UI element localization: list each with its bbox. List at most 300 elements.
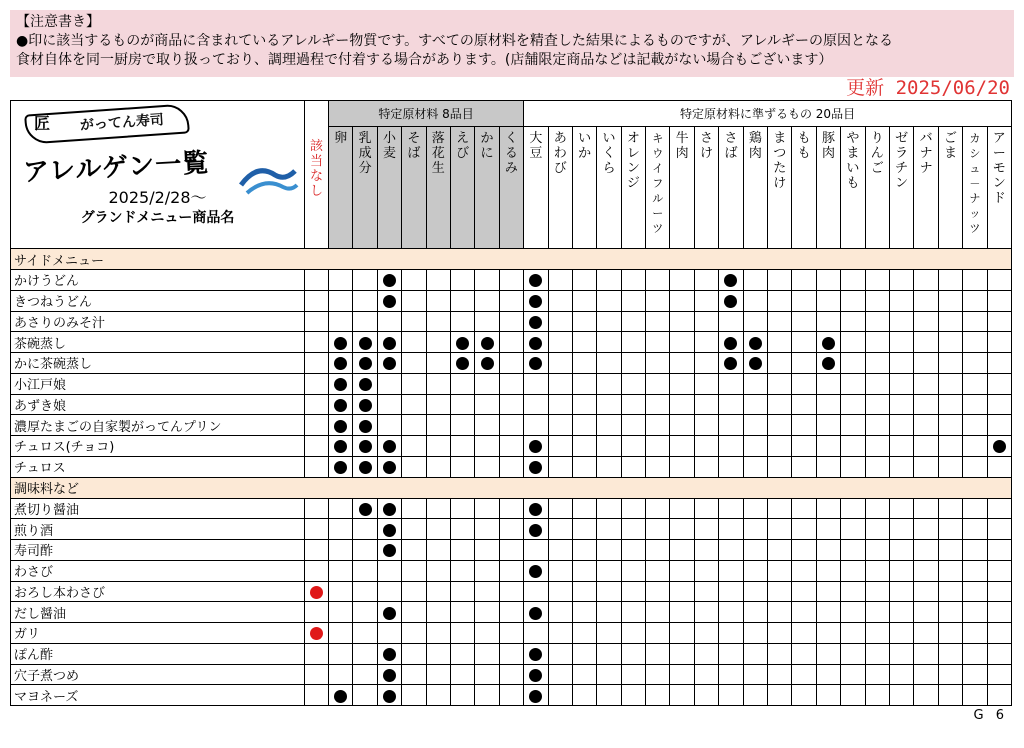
allergen-cell <box>792 540 816 561</box>
allergen-cell <box>865 664 889 685</box>
allergen-cell <box>548 290 572 311</box>
allergen-cell <box>475 332 499 353</box>
allergen-cell <box>377 560 401 581</box>
allergen-cell <box>670 373 694 394</box>
allergen-cell <box>450 353 474 374</box>
allergen-cell <box>499 602 523 623</box>
allergen-cell <box>402 685 426 706</box>
allergen-cell <box>719 332 743 353</box>
allergen-dot <box>529 565 542 578</box>
allergen-cell <box>987 664 1011 685</box>
allergen-cell <box>889 519 913 540</box>
allergen-cell <box>548 353 572 374</box>
allergen-cell <box>963 685 987 706</box>
allergen-cell <box>865 685 889 706</box>
allergen-cell <box>914 602 938 623</box>
allergen-cell <box>963 270 987 291</box>
allergen-cell <box>450 623 474 644</box>
allergen-cell <box>987 311 1011 332</box>
allergen-cell <box>548 623 572 644</box>
allergen-cell <box>841 519 865 540</box>
allergen-cell <box>743 643 767 664</box>
allergen-cell <box>963 498 987 519</box>
allergen-dot <box>383 669 396 682</box>
allergen-dot <box>529 690 542 703</box>
allergen-dot <box>383 544 396 557</box>
allergen-cell <box>597 643 621 664</box>
item-name: 小江戸娘 <box>11 373 305 394</box>
allergen-cell <box>426 290 450 311</box>
allergen-cell <box>841 415 865 436</box>
allergen-cell <box>694 311 718 332</box>
allergen-cell <box>889 602 913 623</box>
item-name: かけうどん <box>11 270 305 291</box>
allergen-cell <box>889 456 913 477</box>
allergen-cell <box>963 540 987 561</box>
allergen-cell <box>524 685 548 706</box>
allergen-cell <box>450 394 474 415</box>
allergen-cell <box>572 415 596 436</box>
allergen-cell <box>329 332 353 353</box>
allergen-cell <box>963 394 987 415</box>
allergen-cell <box>816 353 840 374</box>
allergen-cell <box>987 498 1011 519</box>
allergen-cell <box>499 311 523 332</box>
allergen-dot <box>749 357 762 370</box>
none-cell <box>305 456 329 477</box>
allergen-cell <box>768 623 792 644</box>
allergen-cell <box>646 436 670 457</box>
item-name: 濃厚たまごの自家製がってんプリン <box>11 415 305 436</box>
allergen-cell <box>938 602 962 623</box>
allergen-cell <box>963 436 987 457</box>
allergen-dot <box>334 440 347 453</box>
none-cell <box>305 332 329 353</box>
item-name: 穴子煮つめ <box>11 664 305 685</box>
allergen-cell <box>499 456 523 477</box>
allergen-cell <box>548 560 572 581</box>
allergen-header: バ ナ ナ <box>914 127 938 249</box>
allergen-cell <box>768 353 792 374</box>
allergen-cell <box>402 664 426 685</box>
none-cell <box>305 560 329 581</box>
allergen-cell <box>914 456 938 477</box>
allergen-cell <box>987 353 1011 374</box>
none-cell <box>305 643 329 664</box>
allergen-cell <box>743 498 767 519</box>
allergen-cell <box>816 602 840 623</box>
allergen-cell <box>475 373 499 394</box>
allergen-cell <box>963 456 987 477</box>
allergen-cell <box>353 332 377 353</box>
allergen-cell <box>377 685 401 706</box>
allergen-cell <box>865 519 889 540</box>
item-name: マヨネーズ <box>11 685 305 706</box>
allergen-cell <box>377 540 401 561</box>
allergen-cell <box>792 623 816 644</box>
allergen-header: ご ま <box>938 127 962 249</box>
allergen-cell <box>865 602 889 623</box>
allergen-cell <box>597 602 621 623</box>
item-name: ぽん酢 <box>11 643 305 664</box>
allergen-dot <box>383 461 396 474</box>
allergen-cell <box>694 373 718 394</box>
allergen-cell <box>841 456 865 477</box>
allergen-dot <box>993 440 1006 453</box>
allergen-cell <box>768 456 792 477</box>
allergen-cell <box>938 373 962 394</box>
allergen-cell <box>865 270 889 291</box>
allergen-cell <box>768 436 792 457</box>
allergen-cell <box>816 498 840 519</box>
table-row <box>11 498 1012 519</box>
allergen-cell <box>499 373 523 394</box>
allergen-cell <box>938 560 962 581</box>
allergen-cell <box>670 270 694 291</box>
allergen-cell <box>353 519 377 540</box>
allergen-cell <box>841 353 865 374</box>
allergen-cell <box>353 560 377 581</box>
allergen-cell <box>621 685 645 706</box>
allergen-cell <box>889 540 913 561</box>
allergen-cell <box>402 581 426 602</box>
allergen-cell <box>450 664 474 685</box>
brand-name: がってん寿司 <box>79 112 165 134</box>
allergen-cell <box>938 353 962 374</box>
allergen-cell <box>402 560 426 581</box>
allergen-cell <box>987 560 1011 581</box>
allergen-cell <box>792 415 816 436</box>
allergen-cell <box>768 270 792 291</box>
allergen-cell <box>450 373 474 394</box>
allergen-cell <box>743 394 767 415</box>
allergen-header: 豚 肉 <box>816 127 840 249</box>
allergen-dot <box>383 295 396 308</box>
allergen-cell <box>816 290 840 311</box>
allergen-cell <box>402 456 426 477</box>
allergen-cell <box>670 623 694 644</box>
allergen-cell <box>621 436 645 457</box>
table-row <box>11 332 1012 353</box>
allergen-cell <box>670 415 694 436</box>
allergen-cell <box>719 456 743 477</box>
allergen-cell <box>694 436 718 457</box>
allergen-cell <box>621 498 645 519</box>
allergen-cell <box>329 581 353 602</box>
allergen-cell <box>377 270 401 291</box>
none-label: 該 当 な し <box>309 139 323 199</box>
allergen-cell <box>475 415 499 436</box>
allergen-cell <box>792 394 816 415</box>
table-row <box>11 623 1012 644</box>
allergen-cell <box>914 540 938 561</box>
allergen-cell <box>548 311 572 332</box>
allergen-dot <box>529 357 542 370</box>
allergen-cell <box>524 664 548 685</box>
item-name: わさび <box>11 560 305 581</box>
allergen-cell <box>792 498 816 519</box>
allergen-cell <box>841 623 865 644</box>
allergen-cell <box>353 623 377 644</box>
allergen-cell <box>548 456 572 477</box>
allergen-cell <box>841 436 865 457</box>
allergen-cell <box>524 540 548 561</box>
allergen-cell <box>792 664 816 685</box>
allergen-cell <box>450 311 474 332</box>
allergen-cell <box>597 270 621 291</box>
allergen-cell <box>670 353 694 374</box>
allergen-cell <box>792 290 816 311</box>
allergen-cell <box>572 643 596 664</box>
allergen-cell <box>450 290 474 311</box>
allergen-cell <box>743 664 767 685</box>
allergen-dot <box>359 378 372 391</box>
allergen-cell <box>524 581 548 602</box>
allergen-cell <box>475 623 499 644</box>
allergen-cell <box>768 560 792 581</box>
allergen-cell <box>768 540 792 561</box>
allergen-cell <box>694 519 718 540</box>
allergen-cell <box>475 685 499 706</box>
allergen-cell <box>792 519 816 540</box>
allergen-cell <box>938 270 962 291</box>
allergen-cell <box>889 353 913 374</box>
allergen-cell <box>329 456 353 477</box>
none-cell <box>305 581 329 602</box>
allergen-cell <box>353 643 377 664</box>
allergen-cell <box>621 353 645 374</box>
allergen-cell <box>426 311 450 332</box>
allergen-cell <box>816 685 840 706</box>
allergen-cell <box>377 498 401 519</box>
allergen-cell <box>646 373 670 394</box>
allergen-cell <box>963 519 987 540</box>
allergen-cell <box>499 415 523 436</box>
allergen-dot <box>383 274 396 287</box>
allergen-cell <box>743 456 767 477</box>
allergen-cell <box>572 581 596 602</box>
allergen-header: 大 豆 <box>524 127 548 249</box>
logo-title: アレルゲン一覧 <box>22 148 211 188</box>
allergen-cell <box>426 602 450 623</box>
allergen-cell <box>963 664 987 685</box>
none-cell <box>305 436 329 457</box>
allergen-cell <box>524 353 548 374</box>
item-name: 煮切り醤油 <box>11 498 305 519</box>
allergen-dot <box>822 337 835 350</box>
allergen-cell <box>938 685 962 706</box>
allergen-cell <box>646 353 670 374</box>
allergen-cell <box>768 685 792 706</box>
allergen-cell <box>597 581 621 602</box>
allergen-dot <box>481 337 494 350</box>
allergen-cell <box>914 373 938 394</box>
allergen-cell <box>450 415 474 436</box>
allergen-cell <box>402 436 426 457</box>
allergen-cell <box>914 560 938 581</box>
allergen-cell <box>621 560 645 581</box>
item-name: 煎り酒 <box>11 519 305 540</box>
allergen-cell <box>719 311 743 332</box>
allergen-cell <box>353 270 377 291</box>
allergen-cell <box>889 498 913 519</box>
allergen-cell <box>621 311 645 332</box>
allergen-cell <box>914 623 938 644</box>
allergen-cell <box>694 456 718 477</box>
allergen-cell <box>987 415 1011 436</box>
allergen-dot <box>334 690 347 703</box>
allergen-cell <box>816 519 840 540</box>
item-name: だし醤油 <box>11 602 305 623</box>
none-cell <box>305 602 329 623</box>
allergen-cell <box>548 581 572 602</box>
allergen-cell <box>889 643 913 664</box>
allergen-dot <box>334 378 347 391</box>
allergen-cell <box>987 623 1011 644</box>
allergen-cell <box>768 602 792 623</box>
allergen-cell <box>475 519 499 540</box>
allergen-cell <box>914 581 938 602</box>
allergen-cell <box>597 519 621 540</box>
group-specific: 特定原材料 8品目 <box>329 101 524 127</box>
allergen-cell <box>572 519 596 540</box>
allergen-cell <box>353 290 377 311</box>
allergen-cell <box>768 664 792 685</box>
allergen-cell <box>841 311 865 332</box>
allergen-cell <box>548 685 572 706</box>
brand-mark: 匠 <box>33 114 50 133</box>
allergen-cell <box>402 519 426 540</box>
allergen-dot <box>359 357 372 370</box>
allergen-cell <box>353 436 377 457</box>
allergen-cell <box>426 270 450 291</box>
allergen-cell <box>865 643 889 664</box>
allergen-cell <box>670 643 694 664</box>
allergen-cell <box>889 664 913 685</box>
allergen-cell <box>402 353 426 374</box>
allergen-cell <box>572 560 596 581</box>
allergen-cell <box>621 394 645 415</box>
allergen-cell <box>353 311 377 332</box>
allergen-cell <box>402 415 426 436</box>
allergen-dot <box>383 524 396 537</box>
allergen-cell <box>548 643 572 664</box>
allergen-cell <box>548 664 572 685</box>
allergen-cell <box>621 290 645 311</box>
allergen-cell <box>572 456 596 477</box>
allergen-dot <box>724 357 737 370</box>
allergen-dot <box>529 607 542 620</box>
allergen-cell <box>987 332 1011 353</box>
allergen-cell <box>499 519 523 540</box>
allergen-dot <box>383 337 396 350</box>
allergen-cell <box>938 498 962 519</box>
allergen-cell <box>694 540 718 561</box>
allergen-cell <box>889 332 913 353</box>
allergen-cell <box>572 332 596 353</box>
allergen-cell <box>816 581 840 602</box>
allergen-cell <box>646 311 670 332</box>
allergen-dot <box>334 461 347 474</box>
allergen-cell <box>475 270 499 291</box>
none-cell <box>305 623 329 644</box>
allergen-dot <box>822 357 835 370</box>
allergen-cell <box>792 311 816 332</box>
allergen-dot <box>749 337 762 350</box>
allergen-dot <box>359 337 372 350</box>
allergen-cell <box>719 560 743 581</box>
allergen-cell <box>377 290 401 311</box>
allergen-cell <box>841 685 865 706</box>
allergen-cell <box>475 581 499 602</box>
allergen-dot <box>359 440 372 453</box>
allergen-cell <box>987 643 1011 664</box>
allergen-cell <box>499 353 523 374</box>
allergen-cell <box>377 519 401 540</box>
allergen-cell <box>670 311 694 332</box>
allergen-cell <box>792 373 816 394</box>
allergen-cell <box>353 602 377 623</box>
allergen-cell <box>621 664 645 685</box>
allergen-cell <box>719 353 743 374</box>
allergen-cell <box>694 415 718 436</box>
allergen-cell <box>670 290 694 311</box>
allergen-cell <box>426 373 450 394</box>
allergen-cell <box>987 602 1011 623</box>
allergen-dot <box>456 337 469 350</box>
none-dot <box>310 627 323 640</box>
allergen-cell <box>743 623 767 644</box>
allergen-cell <box>865 498 889 519</box>
item-name: チュロス <box>11 456 305 477</box>
none-cell <box>305 290 329 311</box>
allergen-cell <box>694 394 718 415</box>
allergen-dot <box>529 669 542 682</box>
none-cell <box>305 685 329 706</box>
allergen-cell <box>646 456 670 477</box>
allergen-cell <box>694 270 718 291</box>
allergen-cell <box>572 290 596 311</box>
allergen-cell <box>865 332 889 353</box>
allergen-cell <box>889 623 913 644</box>
allergen-cell <box>792 581 816 602</box>
allergen-cell <box>499 560 523 581</box>
allergen-cell <box>572 664 596 685</box>
allergen-cell <box>572 623 596 644</box>
none-cell <box>305 498 329 519</box>
allergen-cell <box>743 415 767 436</box>
allergen-cell <box>865 623 889 644</box>
allergen-cell <box>938 290 962 311</box>
allergen-cell <box>329 560 353 581</box>
allergen-cell <box>621 602 645 623</box>
allergen-cell <box>743 560 767 581</box>
allergen-cell <box>841 290 865 311</box>
allergen-cell <box>621 643 645 664</box>
allergen-cell <box>329 353 353 374</box>
page-footer: G 6 <box>973 708 1008 723</box>
allergen-cell <box>719 540 743 561</box>
section-title: 調味料など <box>11 477 1012 498</box>
allergen-cell <box>865 415 889 436</box>
allergen-cell <box>841 373 865 394</box>
allergen-cell <box>889 270 913 291</box>
allergen-cell <box>597 560 621 581</box>
allergen-cell <box>377 373 401 394</box>
allergen-cell <box>816 415 840 436</box>
allergen-cell <box>865 436 889 457</box>
allergen-cell <box>646 394 670 415</box>
